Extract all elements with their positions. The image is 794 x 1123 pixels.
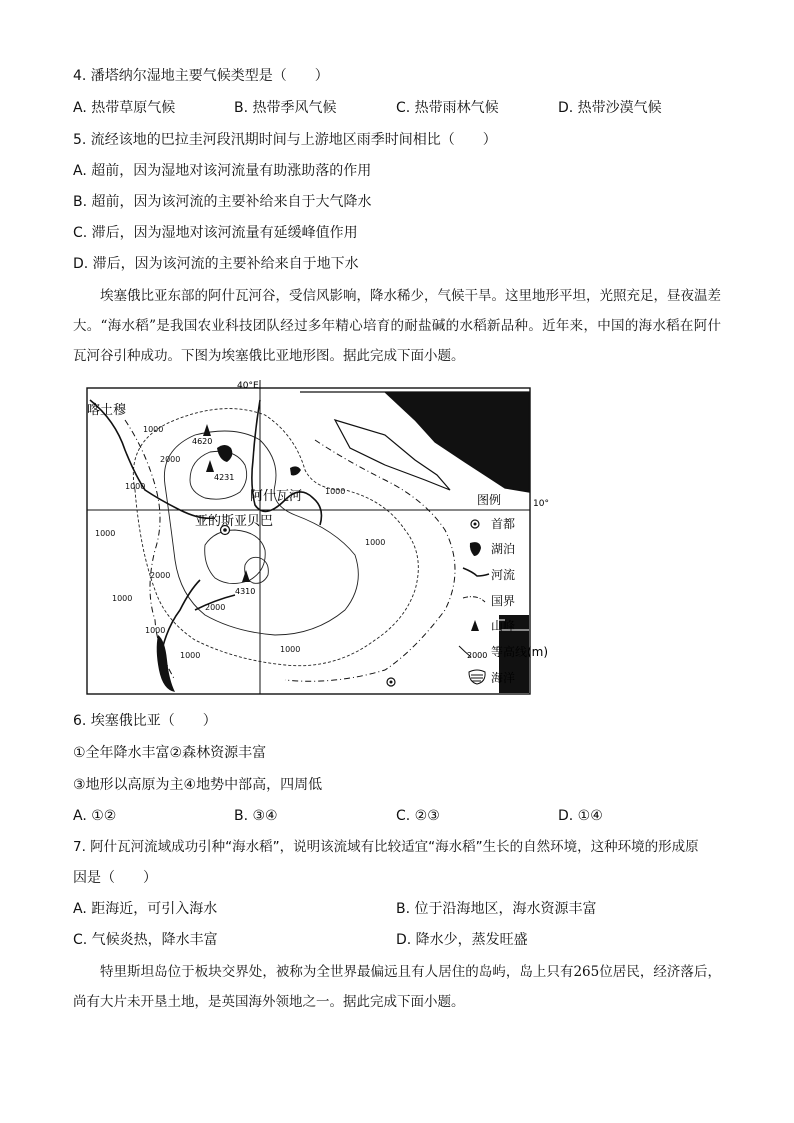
parallel-label: 10° bbox=[533, 499, 549, 509]
contour-value: 1000 bbox=[325, 487, 346, 496]
contour-value: 2000 bbox=[150, 571, 171, 580]
place-addis-ababa: 亚的斯亚贝巴 bbox=[195, 514, 274, 529]
peak-label: 4620 bbox=[192, 437, 213, 446]
question-5-stem: 5. 流经该地的巴拉圭河段汛期时间与上游地区雨季时间相比（ ） bbox=[73, 132, 497, 148]
question-5-option-a[interactable]: A. 超前，因为湿地对该河流量有助涨助落的作用 bbox=[73, 163, 372, 179]
contour-value: 1000 bbox=[280, 645, 301, 654]
peak-label: 4231 bbox=[214, 473, 235, 482]
place-khartoum: 喀土穆 bbox=[87, 403, 127, 418]
peak-label: 4310 bbox=[235, 587, 256, 596]
question-4-option-a[interactable]: A. 热带草原气候 bbox=[73, 100, 176, 116]
question-5-option-b[interactable]: B. 超前，因为该河流的主要补给来自于大气降水 bbox=[73, 194, 372, 210]
legend-label: 河流 bbox=[491, 568, 516, 582]
question-7-stem: 7. 阿什瓦河流域成功引种“海水稻”，说明该流域有比较适宜“海水稻”生长的自然环境，这种环境的形成原 bbox=[73, 839, 699, 855]
legend-label: 等高线(m) bbox=[491, 645, 549, 659]
meridian-label: 40°E bbox=[237, 381, 259, 391]
question-6-statement-2: ③地形以高原为主④地势中部高，四周低 bbox=[73, 777, 323, 793]
legend-label: 山峰 bbox=[491, 619, 516, 633]
legend-label: 湖泊 bbox=[491, 542, 516, 556]
question-6-option-d[interactable]: D. ①④ bbox=[558, 808, 603, 824]
ethiopia-topographic-map bbox=[85, 380, 555, 698]
legend-label: 首都 bbox=[491, 517, 516, 531]
question-7-option-d[interactable]: D. 降水少，蒸发旺盛 bbox=[396, 932, 528, 948]
question-4-option-d[interactable]: D. 热带沙漠气候 bbox=[558, 100, 662, 116]
question-6-option-b[interactable]: B. ③④ bbox=[234, 808, 278, 824]
contour-value: 1000 bbox=[95, 529, 116, 538]
passage-ethiopia: 埃塞俄比亚东部的阿什瓦河谷，受信风影响，降水稀少，气候干旱。这里地形平坦，光照充足，昼夜温差大。“海水稻”是我国农业科技团队经过多年精心培育的耐盐碱的水稻新品种。近年来，中国的海水稻在阿什瓦河谷引种成功。下图为埃塞俄比亚地形图。据此完成下面小题。 bbox=[73, 288, 721, 364]
question-5-option-d[interactable]: D. 滞后，因为该河流的主要补给来自于地下水 bbox=[73, 256, 359, 272]
question-7-option-a[interactable]: A. 距海近，可引入海水 bbox=[73, 901, 218, 917]
place-awash-river: 阿什瓦河 bbox=[250, 489, 303, 504]
contour-value: 1000 bbox=[125, 482, 146, 491]
question-6-option-c[interactable]: C. ②③ bbox=[396, 808, 440, 824]
question-6-stem: 6. 埃塞俄比亚（ ） bbox=[73, 713, 217, 729]
contour-value: 1000 bbox=[112, 594, 133, 603]
legend-title: 图例 bbox=[477, 493, 502, 507]
question-7-option-b[interactable]: B. 位于沿海地区，海水资源丰富 bbox=[396, 901, 597, 917]
question-4-option-c[interactable]: C. 热带雨林气候 bbox=[396, 100, 499, 116]
contour-value: 1000 bbox=[145, 626, 166, 635]
contour-value: 1000 bbox=[143, 425, 164, 434]
legend-label: 国界 bbox=[491, 594, 516, 608]
question-6-option-a[interactable]: A. ①② bbox=[73, 808, 117, 824]
legend-label: 海洋 bbox=[491, 671, 516, 685]
contour-value: 1000 bbox=[365, 538, 386, 547]
question-4-option-b[interactable]: B. 热带季风气候 bbox=[234, 100, 337, 116]
legend-contour-sample: 2000 bbox=[467, 651, 488, 660]
question-7-stem-continued: 因是（ ） bbox=[73, 870, 157, 886]
question-4-stem: 4. 潘塔纳尔湿地主要气候类型是（ ） bbox=[73, 68, 329, 84]
contour-value: 2000 bbox=[160, 455, 181, 464]
question-6-statement-1: ①全年降水丰富②森林资源丰富 bbox=[73, 745, 267, 761]
passage-tristan-da-cunha: 特里斯坦岛位于板块交界处，被称为全世界最偏远且有人居住的岛屿，岛上只有265位居民，经济落后，尚有大片未开垦土地，是英国海外领地之一。据此完成下面小题。 bbox=[73, 964, 721, 1010]
contour-value: 2000 bbox=[205, 603, 226, 612]
question-5-option-c[interactable]: C. 滞后，因为湿地对该河流量有延缓峰值作用 bbox=[73, 225, 358, 241]
question-7-option-c[interactable]: C. 气候炎热，降水丰富 bbox=[73, 932, 218, 948]
contour-value: 1000 bbox=[180, 651, 201, 660]
